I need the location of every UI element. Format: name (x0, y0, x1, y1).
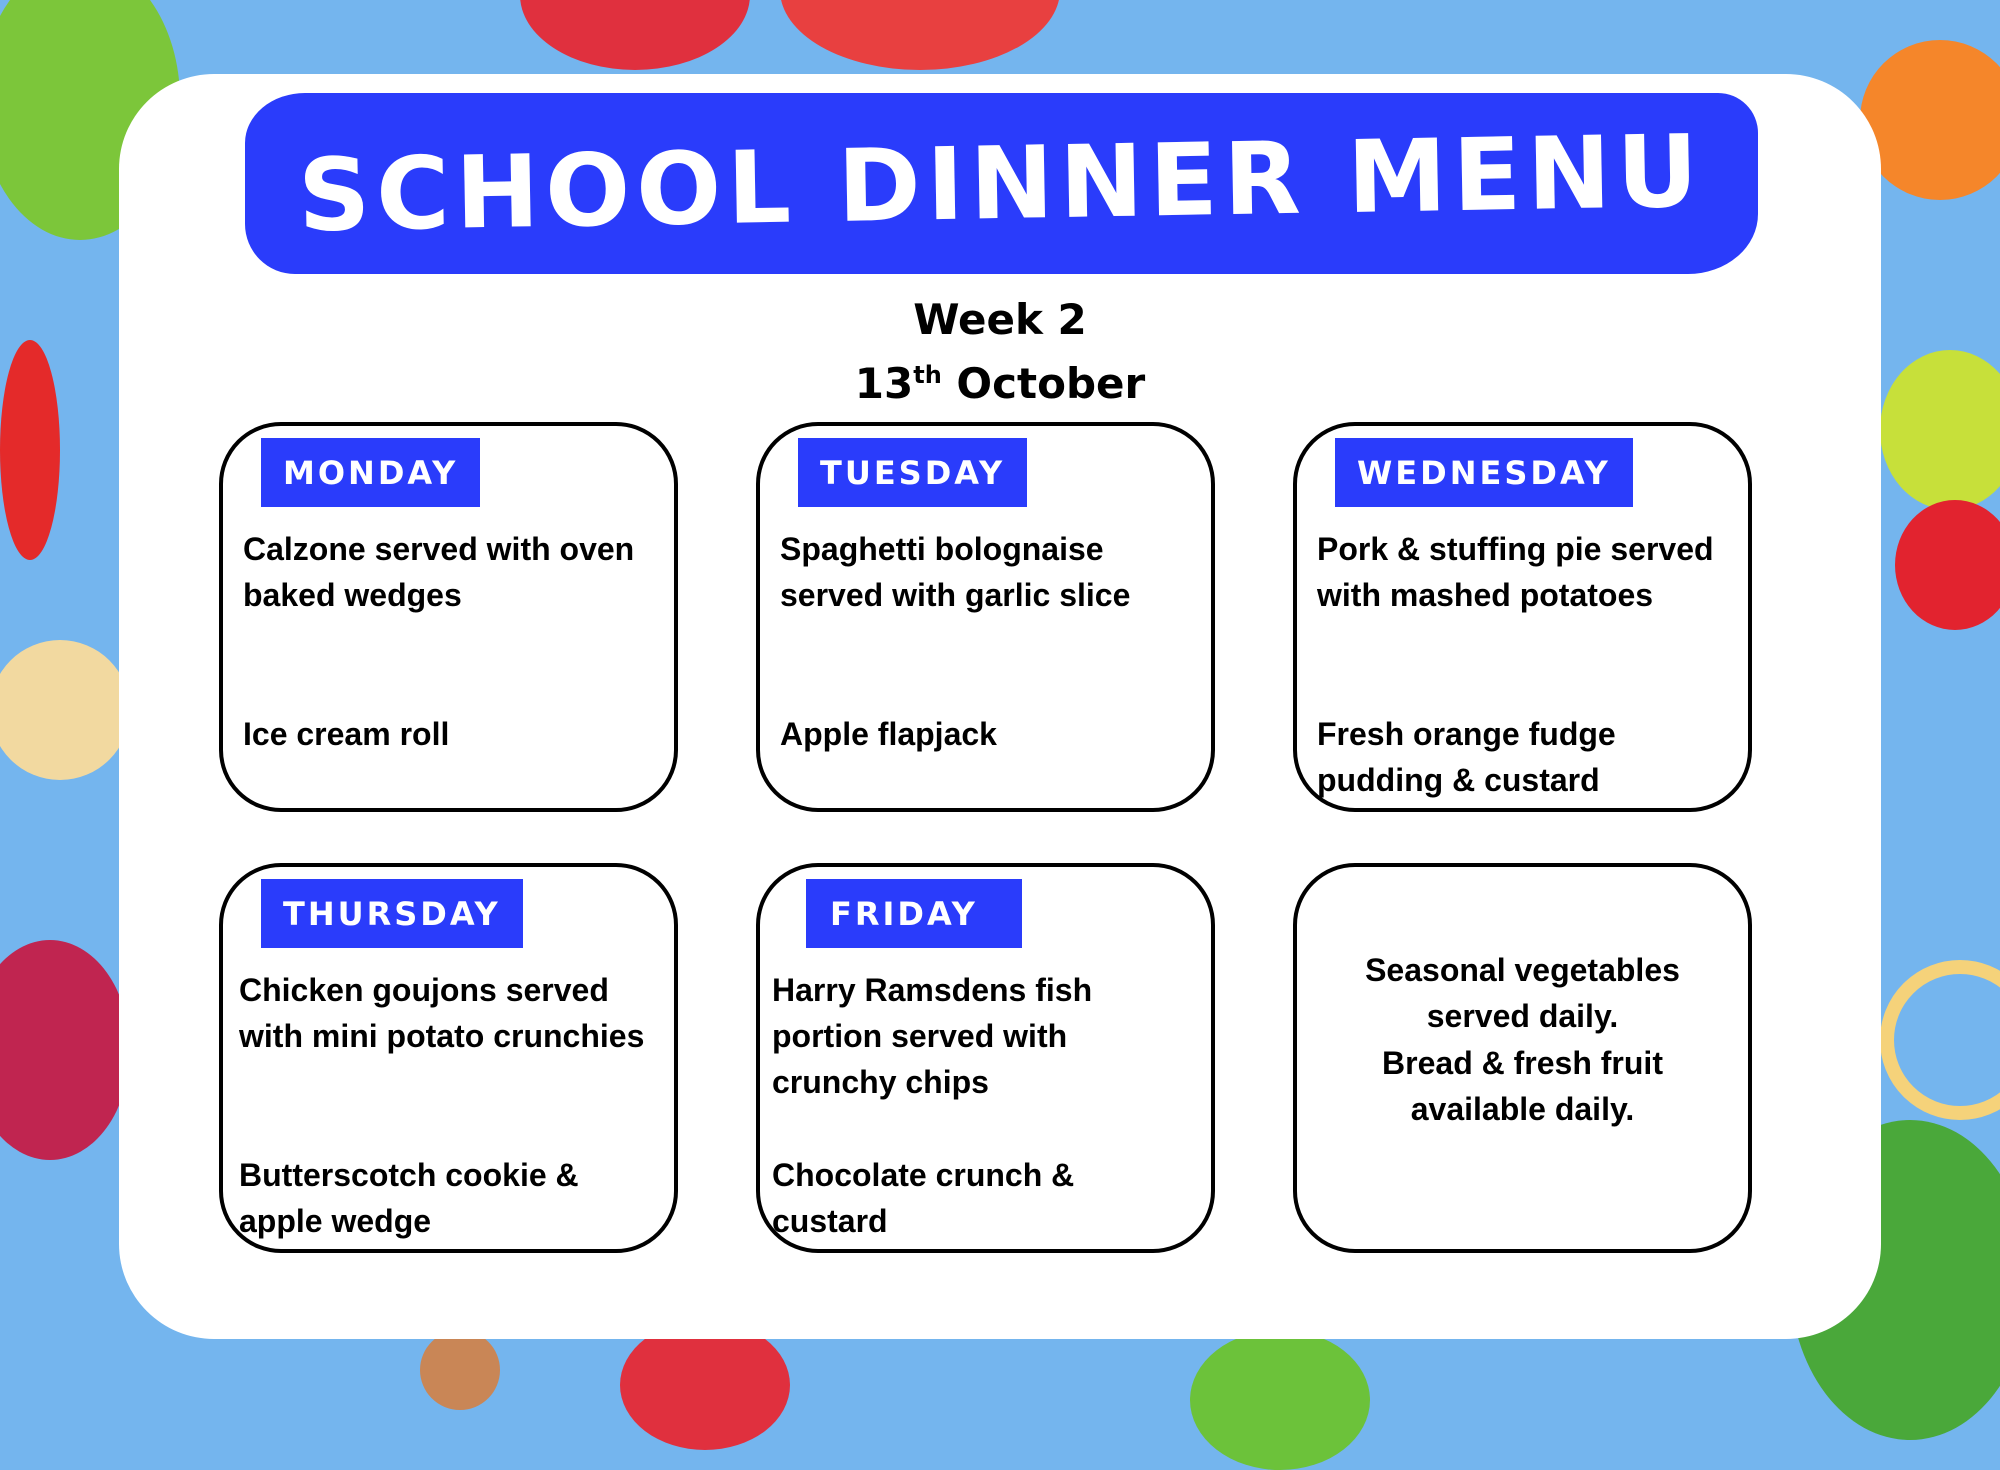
dessert: Ice cream roll (243, 716, 450, 752)
day-label: THURSDAY (261, 879, 523, 948)
card-content (239, 967, 660, 1244)
card-content (780, 526, 1197, 757)
card-content (772, 967, 1197, 1244)
date-suffix: th (913, 361, 942, 389)
onion-ring-decoration (1880, 960, 2000, 1120)
day-label: TUESDAY (798, 438, 1027, 507)
beetroot-decoration (0, 940, 130, 1160)
bread-fruit-note: Bread & fresh fruit available daily. (1382, 1045, 1663, 1127)
date-month: October (956, 359, 1146, 408)
tomato-right-decoration (1895, 500, 2000, 630)
carrot-decoration (1860, 40, 2000, 200)
card-friday (756, 863, 1215, 1253)
vegetables-note: Seasonal vegetables served daily. (1365, 952, 1680, 1034)
dessert: Butterscotch cookie & apple wedge (239, 1157, 579, 1239)
main-course: Spaghetti bolognaise served with garlic slice (780, 531, 1131, 613)
mushroom-decoration (420, 1330, 500, 1410)
date-label (0, 358, 2000, 410)
card-info (1293, 863, 1752, 1253)
main-course: Chicken goujons served with mini potato crunchies (239, 972, 645, 1054)
title-banner (245, 93, 1758, 274)
card-wednesday (1293, 422, 1752, 812)
card-content (1317, 526, 1734, 803)
card-thursday (219, 863, 678, 1253)
card-content (243, 526, 660, 757)
lettuce-decoration (1190, 1330, 1370, 1470)
dessert: Fresh orange fudge pudding & custard (1317, 716, 1616, 798)
tomato-decoration (520, 0, 750, 70)
card-monday (219, 422, 678, 812)
tomato-bottom-decoration (620, 1320, 790, 1450)
main-course: Pork & stuffing pie served with mashed potatoes (1317, 531, 1714, 613)
dessert: Apple flapjack (780, 716, 997, 752)
week-label: Week 2 (913, 295, 1087, 344)
main-course: Calzone served with oven baked wedges (243, 531, 635, 613)
dessert: Chocolate crunch & custard (772, 1157, 1075, 1239)
date-day: 13 (854, 359, 914, 408)
day-label: MONDAY (261, 438, 480, 507)
day-label: WEDNESDAY (1335, 438, 1633, 507)
day-label: FRIDAY (806, 879, 1022, 948)
potato-decoration (0, 640, 130, 780)
tomato-slice-decoration (780, 0, 1060, 70)
page-title: SCHOOL DINNER MENU (297, 112, 1706, 254)
main-course: Harry Ramsdens fish portion served with crunchy chips (772, 972, 1093, 1100)
card-tuesday (756, 422, 1215, 812)
